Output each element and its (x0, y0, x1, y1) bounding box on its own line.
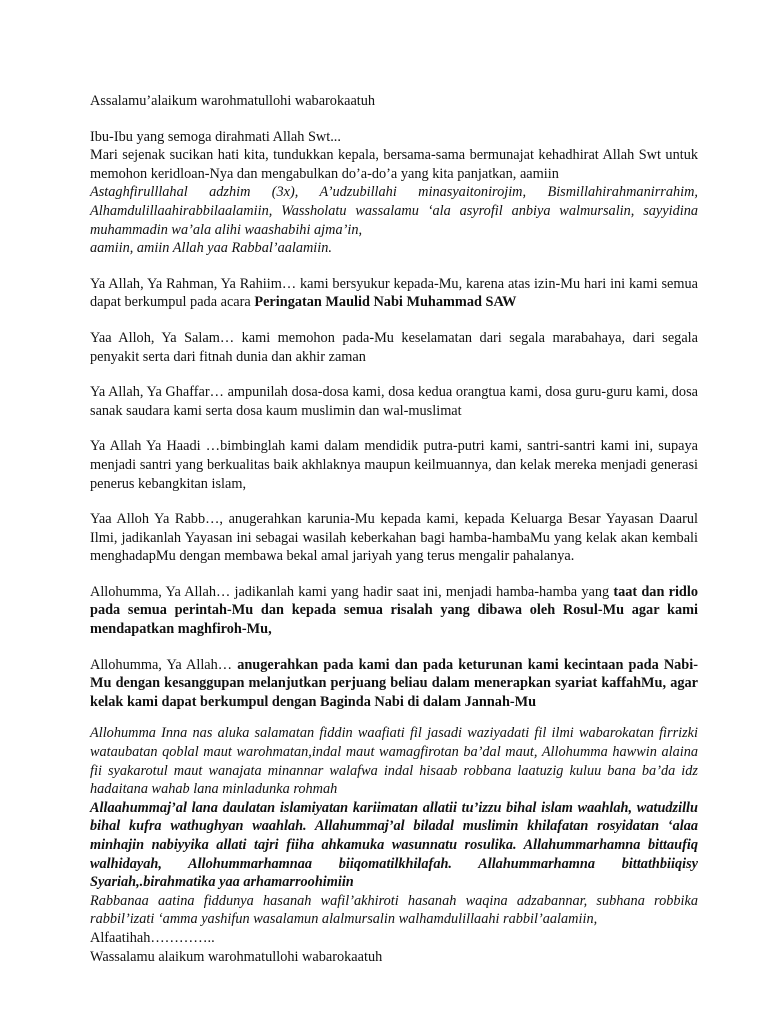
paragraph-bold-text: anugerahkan pada kami dan pada keturunan kami kecintaan pada Nabi-Mu dengan kesanggupan melanjutkan perjuang beliau dalam menerapkan syariat kaffahMu, agar kelak kami dapat berkumpul dengan Baginda Nabi di dalam Jannah-Mu (90, 656, 698, 710)
paragraph-ya-salam: Yaa Alloh, Ya Salam… kami memohon pada-Mu keselamatan dari segala marabahaya, dari segala penyakit serta dari fitnah dunia dan akhir zaman (90, 329, 698, 365)
closing-farewell: Wassalamu alaikum warohmatullohi wabarokaatuh (90, 948, 383, 965)
opening-invitation: Mari sejenak sucikan hati kita, tundukkan kepala, bersama-sama bermunajat kehadhirat Allah Swt untuk memohon keridloan-Nya dan mengabulkan do’a-do’a yang kita panjatkan, aamiin (90, 147, 698, 182)
paragraph-ya-haadi: Ya Allah Ya Haadi …bimbinglah kami dalam mendidik putra-putri kami, santri-santri kami ini, supaya menjadi santri yang berkualitas baik akhlaknya maupun keilmuannya, dan kelak mereka menjadi generasi penerus kebangkitan islam, (90, 438, 698, 492)
paragraph-text: Ya Allah, Ya Rahman, Ya Rahiim… kami bersyukur kepada-Mu, karena atas izin-Mu hari ini kami semua dapat berkumpul pada acara (90, 275, 698, 311)
opening-address: Ibu-Ibu yang semoga dirahmati Allah Swt... (90, 128, 341, 145)
paragraph-allohumma-2 (90, 656, 698, 712)
closing-dua-daulatan: Allaahummaj’al lana daulatan islamiyatan kariimatan allatii tu’izzu bihal islam waahlah, watudzillu bihal kufra wathughyan waahlah. Allahummaj’al biladal muslimin khilafatan rosyidatan ‘alaa minhajin nabiyyika allati tajri fiiha ahkamuka wasunnatu rosulika. Allahummarhamna bittaufiq walhidayah, Allohummarhamnaa biiqomatilkhilafah. Allahummarhamna bittathbiiqisy Syariah,.birahmatika yaa arhamarroohimiin (90, 799, 698, 891)
paragraph-bold-text: taat dan ridlo pada semua perintah-Mu dan kepada semua risalah yang dibawa oleh Rosul-Mu agar kami mendapatkan maghfiroh-Mu, (90, 583, 698, 638)
paragraph-ya-rahman (90, 275, 698, 312)
closing-dua-salamatan: Allohumma Inna nas aluka salamatan fiddin waafiati fil jasadi waziyadati fil ilmi wabarokatan firrizki wataubatan qoblal maut warohmatan,indal maut wamagfirotan ba’dal maut, Allohumma hawwin alaina fii syakarotul maut wanajata minannar walafwa indal hisaab robbana laatuzig kuluu bana ba’da idz hadaitana wahab lana minladunka rohmah (90, 725, 698, 798)
paragraph-allohumma-1 (90, 583, 698, 639)
opening-amin: aamiin, amiin Allah yaa Rabbal’aalamiin. (90, 240, 332, 257)
paragraph-text: Allohumma, Ya Allah… (90, 656, 238, 673)
document-page (90, 92, 698, 966)
paragraph-text: Allohumma, Ya Allah… jadikanlah kami yang hadir saat ini, menjadi hamba-hamba yang (90, 583, 614, 600)
paragraph-ya-rabb: Yaa Alloh Ya Rabb…, anugerahkan karunia-Mu kepada kami, kepada Keluarga Besar Yayasan Daarul Ilmi, jadikanlah Yayasan ini sebagai wasilah keberkahan bagi hamba-hambaMu yang kelak akan kembali menghadapMu dengan membawa bekal amal jariyah yang terus mengalir pahalanya. (90, 511, 698, 565)
closing-dua-rabbanaa: Rabbanaa aatina fiddunya hasanah wafil’akhiroti hasanah waqina adzabannar, subhana robbika rabbil’izati ‘amma yashifun wasalamun alalmursalin walhamdulillaahi rabbil’aalamiin, (90, 892, 698, 928)
paragraph-bold-text: Peringatan Maulid Nabi Muhammad SAW (254, 294, 517, 311)
paragraph-ya-ghaffar: Ya Allah, Ya Ghaffar… ampunilah dosa-dosa kami, dosa kedua orangtua kami, dosa guru-guru kami, dosa sanak saudara kami serta dosa kaum muslimin dan wal-muslimat (90, 384, 698, 419)
opening-dua: Astaghfirulllahal adzhim (3x), A’udzubillahi minasyaitonirojim, Bismillahirahmanirrahim, Alhamdulillaahirabbilaalamiin, Wassholatu wassalamu ‘ala asyrofil anbiya walmursalin, sayyidina muhammadin wa’ala alihi waashabihi ajma’in, (90, 184, 698, 238)
greeting: Assalamu’alaikum warohmatullohi wabarokaatuh (90, 93, 376, 109)
closing-fatihah: Alfaatihah………….. (90, 929, 215, 946)
